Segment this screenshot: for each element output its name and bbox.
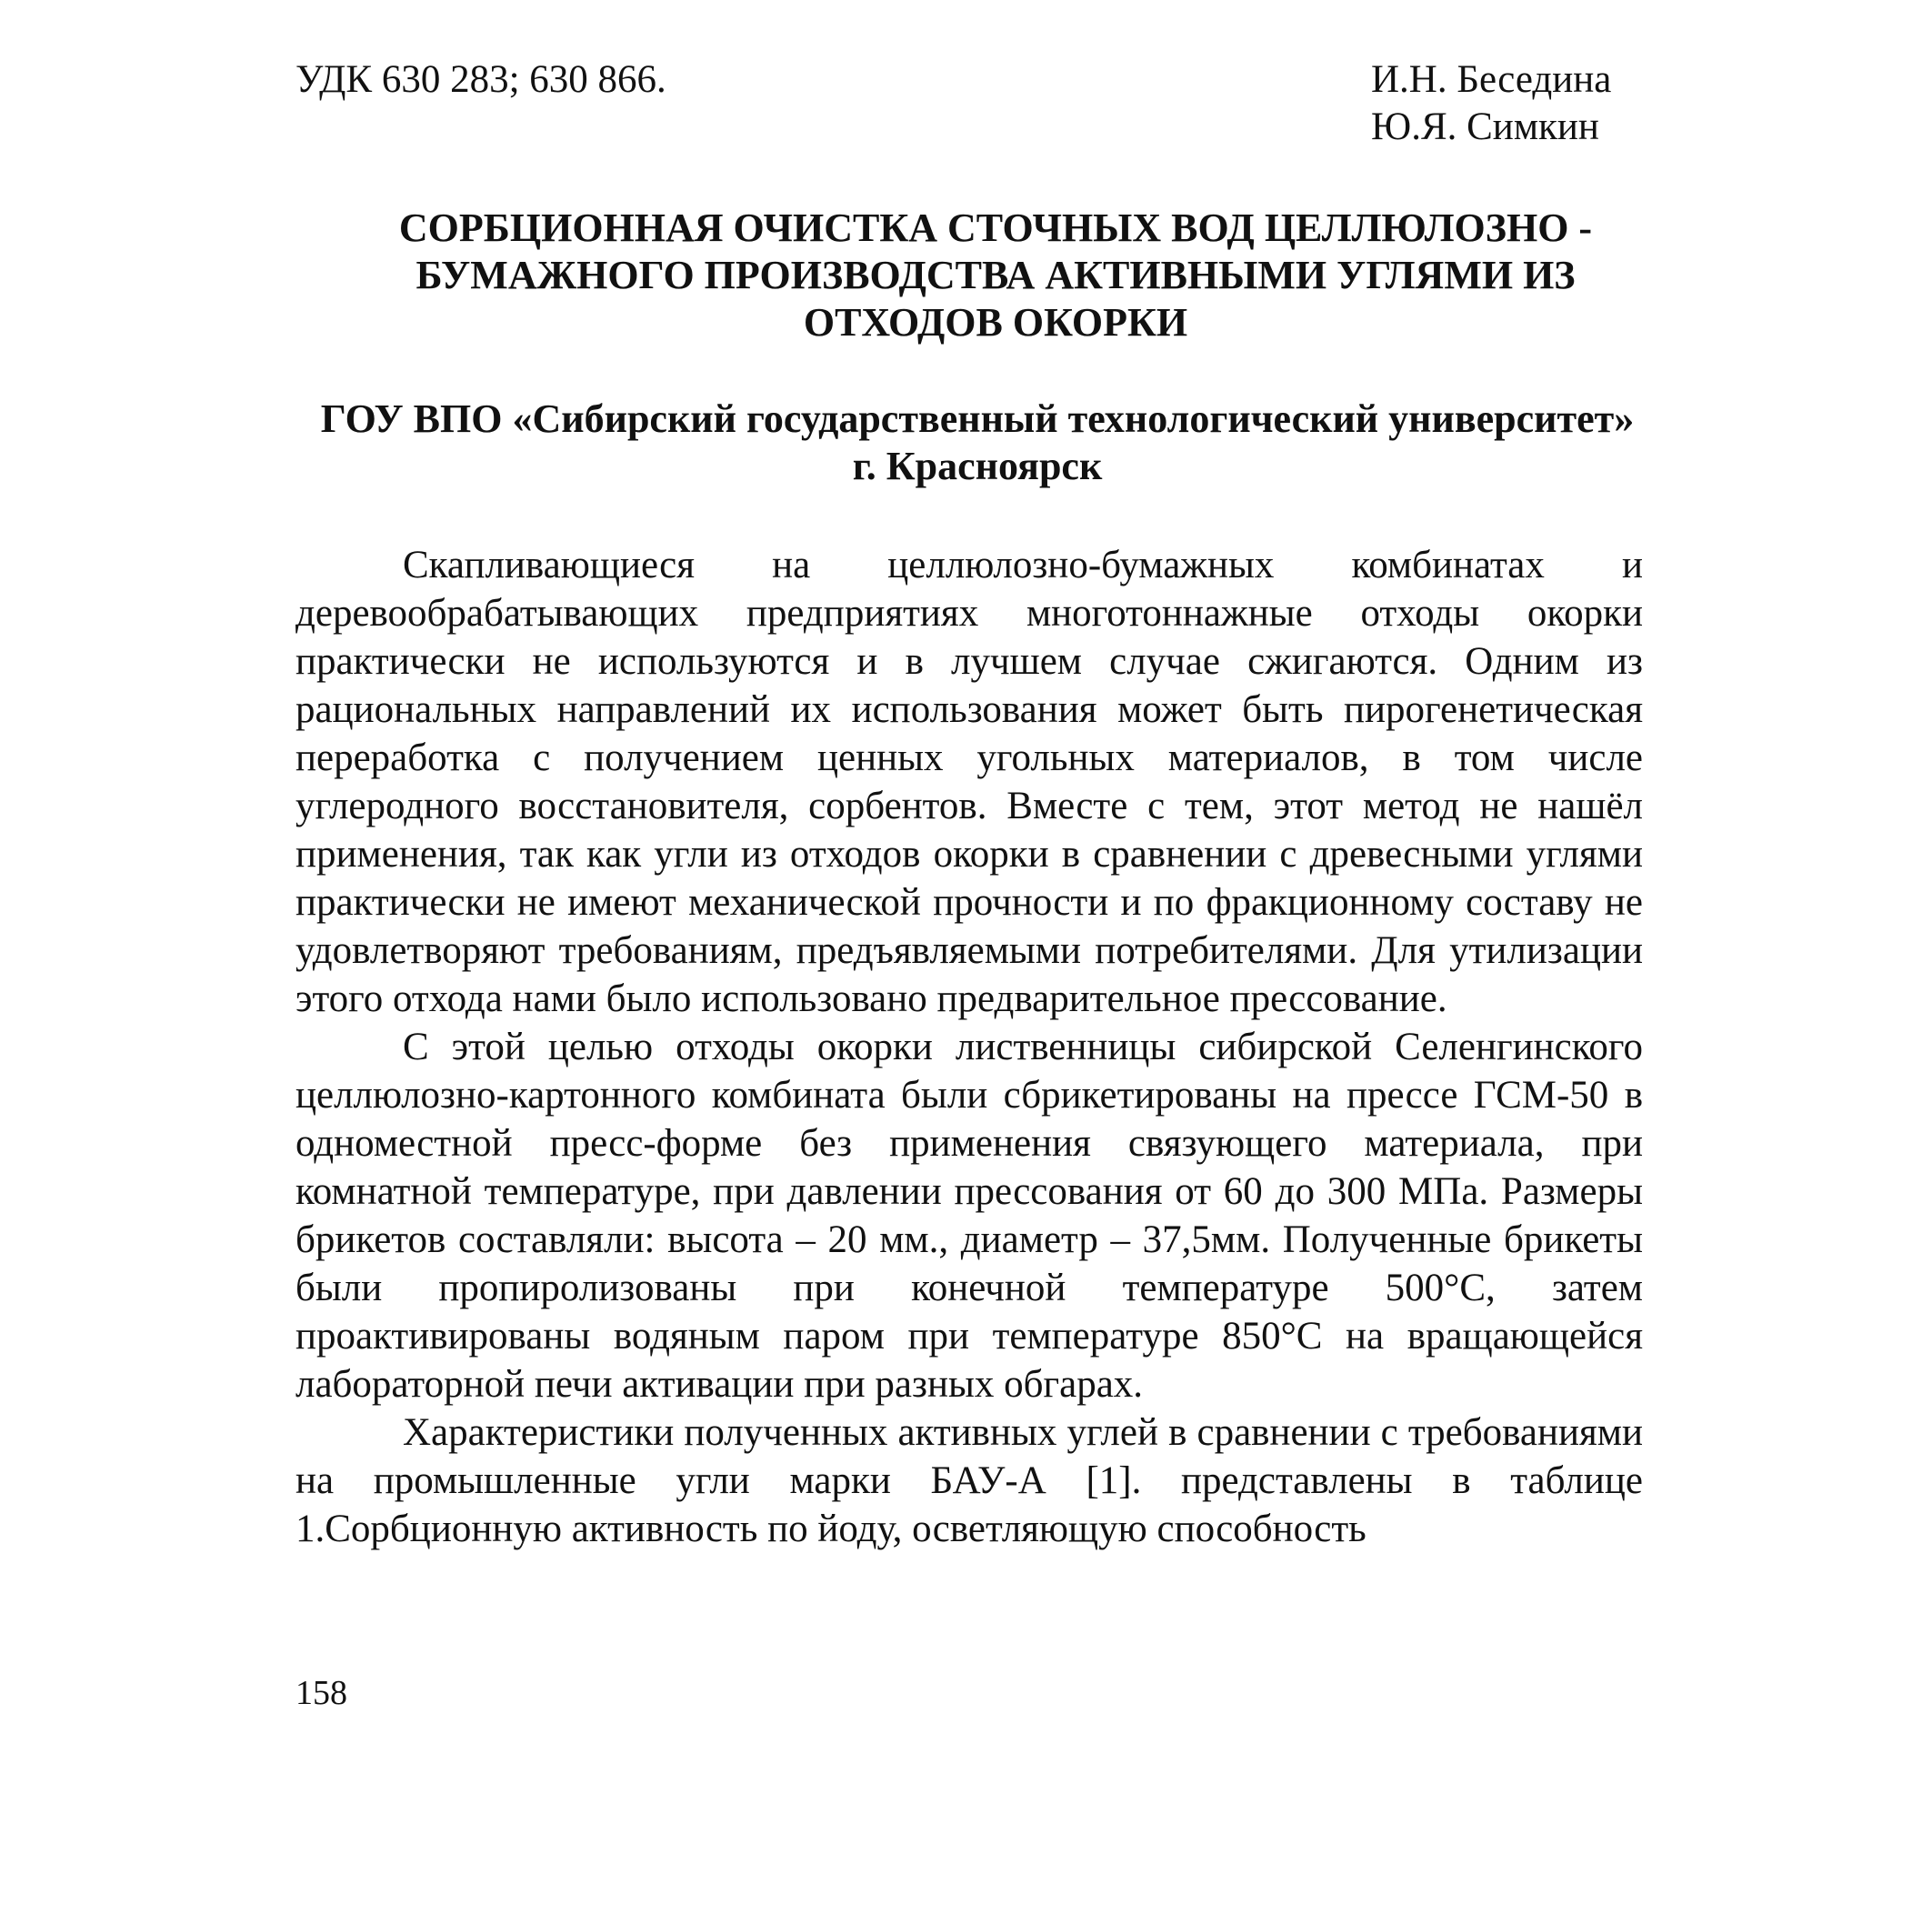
affiliation-organization: ГОУ ВПО «Сибирский государственный технологический университет»	[320, 396, 1635, 441]
body-paragraph: Скапливающиеся на целлюлозно-бумажных комбинатах и деревообрабатывающих предприятиях многотоннажные отходы окорки практически не используются и в лучшем случае сжигаются. Одним из рациональных направлений их использования может быть пирогенетическая переработка с получением ценных угольных материалов, в том числе углеродного восстановителя, сорбентов. Вместе с тем, этот метод не нашёл применения, так как угли из отходов окорки в сравнении с древесными углями практически не имеют механической прочности и по фракционному составу не удовлетворяют требованиям, предъявляемыми потребителями. Для утилизации этого отхода нами было использовано предварительное прессование.	[295, 544, 1643, 1020]
title-line: БУМАЖНОГО ПРОИЗВОДСТВА АКТИВНЫМИ УГЛЯМИ ИЗ	[415, 253, 1576, 297]
author-name: И.Н. Беседина	[1371, 58, 1612, 101]
body-paragraph: С этой целью отходы окорки лиственницы сибирской Селенгинского целлюлозно-картонного комбината были сбрикетированы на прессе ГСМ-50 в одноместной пресс-форме без применения связующего материала, при комнатной температуре, при давлении прессования от 60 до 300 МПа. Размеры брикетов составляли: высота – 20 мм., диаметр – 37,5мм. Полученные брикеты были пропиролизованы при конечной температуре 500°С, затем проактивированы водяным паром при температуре 850°С на вращающейся лабораторной печи активации при разных обгарах.	[295, 1026, 1643, 1406]
article-body	[295, 541, 1643, 1553]
author-name: Ю.Я. Симкин	[1371, 105, 1599, 148]
author-list	[1371, 56, 1611, 151]
affiliation-city: г. Красноярск	[852, 444, 1103, 488]
title-line: ОТХОДОВ ОКОРКИ	[803, 300, 1188, 345]
udk-code: УДК 630 283; 630 866.	[295, 58, 666, 101]
page-number: 158	[295, 1674, 347, 1712]
article-title	[345, 205, 1646, 346]
title-line: СОРБЦИОННАЯ ОЧИСТКА СТОЧНЫХ ВОД ЦЕЛЛЮЛОЗНО -	[398, 205, 1593, 250]
affiliation	[295, 396, 1659, 490]
body-paragraph: Характеристики полученных активных углей в сравнении с требованиями на промышленные угли марки БАУ-А [1]. представлены в таблице 1.Сорбционную активность по йоду, осветляющую способность	[295, 1411, 1643, 1550]
